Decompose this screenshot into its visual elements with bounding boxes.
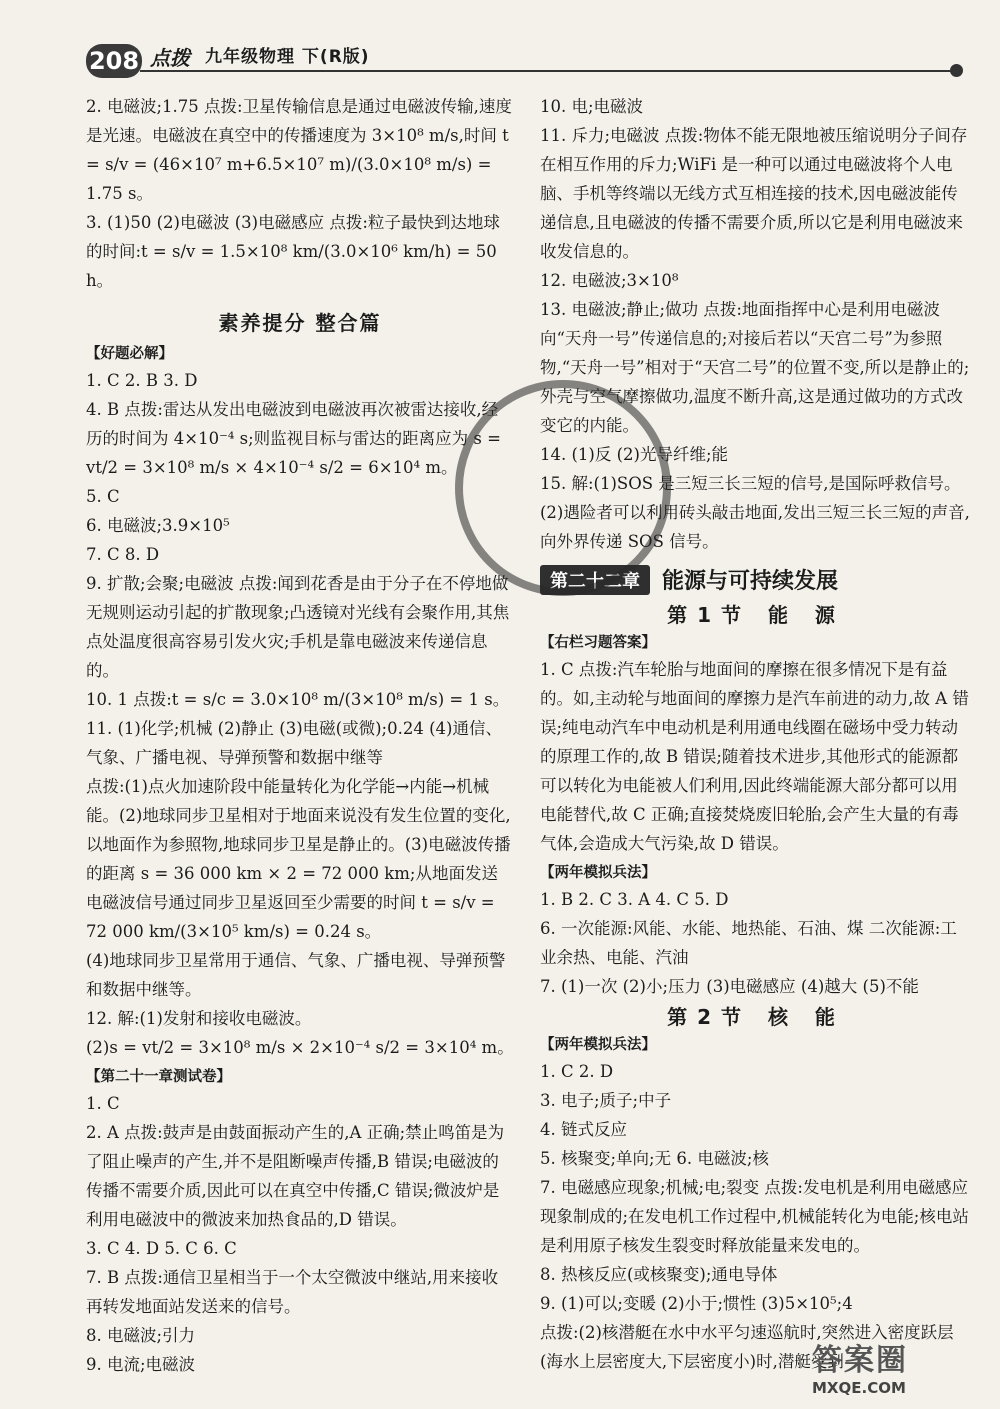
- answer-item: 12. 电磁波;3×10⁸: [540, 271, 679, 290]
- answer-item: 5. 核聚变;单向;无 6. 电磁波;核: [540, 1149, 769, 1168]
- page-number: 208: [86, 44, 142, 78]
- answer-item: (2)s = vt/2 = 3×10⁸ m/s × 2×10⁻⁴ s/2 = 3×10⁴ m。: [86, 1038, 514, 1057]
- answer-item: 11. (1)化学;机械 (2)静止 (3)电磁(或微);0.24 (4)通信、气象、广播电视、导弹预警和数据中继等: [86, 719, 502, 767]
- section-tag: 【右栏习题答案】: [540, 635, 656, 651]
- watermark-url: MXQE.COM: [812, 1379, 906, 1397]
- answer-item: 12. 解:(1)发射和接收电磁波。: [86, 1009, 312, 1028]
- chapter-name: 能源与可持续发展: [662, 569, 839, 594]
- chapter-label: 第二十二章: [540, 565, 650, 595]
- answer-item: 2. A 点拨:鼓声是由鼓面振动产生的,A 正确;禁止鸣笛是为了阻止噪声的产生,并不是阻断噪声传播,B 错误;电磁波的传播不需要介质,因此可以在真空中传播,C 错误;微波炉是利用电磁波中的微波来加热食品的,D 错误。: [86, 1123, 505, 1229]
- answer-item: 点拨:(1)点火加速阶段中能量转化为化学能→内能→机械能。(2)地球同步卫星相对于地面来说没有发生位置的变化,以地面作为参照物,地球同步卫星是静止的。(3)电磁波传播的距离 s = 36 000 km × 2 = 72 000 km;从地面发送电磁波信号通过同步卫星返回至少需要的时间 t = s/v = 72 000 km/(3×10⁵ km/s) = 0.24 s。: [86, 777, 511, 941]
- answer-item: 1. C 2. D: [540, 1062, 614, 1081]
- answer-item: 1. C 点拨:汽车轮胎与地面间的摩擦在很多情况下是有益的。如,主动轮与地面间的摩擦力是汽车前进的动力,故 A 错误;纯电动汽车中电动机是利用通电线圈在磁场中受力转动的原理工作的,故 B 错误;随着技术进步,其他形式的能源都可以转化为电能被人们利用,因此终端能源大部分都可以用电能替代,故 C 正确;直接焚烧废旧轮胎,会产生大量的有毒气体,会造成大气污染,故 D 错误。: [540, 660, 969, 853]
- answer-item: 2. 电磁波;1.75 点拨:卫星传输信息是通过电磁波传输,速度是光速。电磁波在真空中的传播速度为 3×10⁸ m/s,时间 t = s/v = (46×10⁷ m+6.5×10⁷ m)/(3.0×10⁸ m/s) = 1.75 s。: [86, 97, 512, 203]
- answer-item: 3. 电子;质子;中子: [540, 1091, 672, 1110]
- site-watermark: [812, 1335, 992, 1401]
- answer-item: 10. 1 点拨:t = s/c = 3.0×10⁸ m/(3×10⁸ m/s) = 1 s。: [86, 690, 510, 709]
- answer-item: 4. B 点拨:雷达从发出电磁波到电磁波再次被雷达接收,经历的时间为 4×10⁻⁴ s;则监视目标与雷达的距离应为 s = vt/2 = 3×10⁸ m/s × 4×10⁻⁴ s/2 = 6×10⁴ m。: [86, 400, 501, 477]
- answer-item: 点拨:(2)核潜艇在水中水平匀速巡航时,突然进入密度跃层(海水上层密度大,下层密度小)时,潜艇受到: [540, 1323, 954, 1371]
- section-title: 素养提分 整合篇: [218, 311, 382, 335]
- answer-item: 9. 扩散;会聚;电磁波 点拨:闻到花香是由于分子在不停地做无规则运动引起的扩散现象;凸透镜对光线有会聚作用,其焦点处温度很高容易引发火灾;手机是靠电磁波来传递信息的。: [86, 574, 510, 680]
- answer-item: 14. (1)反 (2)光导纤维;能: [540, 445, 729, 464]
- subsection-title: 第2节 核 能: [667, 1005, 845, 1029]
- right-column: [540, 92, 972, 1376]
- answer-item: 9. 电流;电磁波: [86, 1355, 196, 1374]
- header-rule: [140, 70, 952, 72]
- book-title: 九年级物理 下(R版): [205, 47, 370, 67]
- answer-item: 7. (1)一次 (2)小;压力 (3)电磁感应 (4)越大 (5)不能: [540, 977, 919, 996]
- answer-item: 4. 链式反应: [540, 1120, 627, 1139]
- answer-item: 8. 电磁波;引力: [86, 1326, 196, 1345]
- answer-item: 7. C 8. D: [86, 545, 160, 564]
- answer-item: 11. 斥力;电磁波 点拨:物体不能无限地被压缩说明分子间存在相互作用的斥力;WiFi 是一种可以通过电磁波将个人电脑、手机等终端以无线方式互相连接的技术,因电磁波能传递信息,且电磁波的传播不需要介质,所以它是利用电磁波来收发信息的。: [540, 126, 968, 261]
- answer-item: 3. (1)50 (2)电磁波 (3)电磁感应 点拨:粒子最快到达地球的时间:t = s/v = 1.5×10⁸ km/(3.0×10⁶ km/h) = 50 h。: [86, 213, 500, 290]
- watermark-stamp: [455, 380, 671, 596]
- section-tag: 【两年模拟兵法】: [540, 1037, 656, 1053]
- answer-item: 6. 电磁波;3.9×10⁵: [86, 516, 230, 535]
- section-tag: 【第二十一章测试卷】: [86, 1069, 231, 1085]
- answer-item: 7. 电磁感应现象;机械;电;裂变 点拨:发电机是利用电磁感应现象制成的;在发电机工作过程中,机械能转化为电能;核电站是利用原子核发生裂变时释放能量来发电的。: [540, 1178, 969, 1255]
- answer-item: 5. C: [86, 487, 120, 506]
- answer-item: 1. C: [86, 1094, 120, 1113]
- answer-item: 15. 解:(1)SOS 是三短三长三短的信号,是国际呼救信号。(2)遇险者可以利用砖头敲击地面,发出三短三长三短的声音,向外界传递 SOS 信号。: [540, 474, 970, 551]
- answer-item: 3. C 4. D 5. C 6. C: [86, 1239, 237, 1258]
- answer-item: 6. 一次能源:风能、水能、地热能、石油、煤 二次能源:工业余热、电能、汽油: [540, 919, 957, 967]
- answer-item: 8. 热核反应(或核聚变);通电导体: [540, 1265, 778, 1284]
- subsection-title: 第1节 能 源: [667, 603, 845, 627]
- section-tag: 【两年模拟兵法】: [540, 865, 656, 881]
- watermark-text: 答案圈: [812, 1343, 908, 1378]
- answer-item: 1. C 2. B 3. D: [86, 371, 198, 390]
- answer-item: 7. B 点拨:通信卫星相当于一个太空微波中继站,用来接收再转发地面站发送来的信号。: [86, 1268, 499, 1316]
- header-rule-dot: [950, 64, 963, 77]
- answer-item: 1. B 2. C 3. A 4. C 5. D: [540, 890, 729, 909]
- brand-logo: 点拨: [150, 46, 190, 70]
- answer-item: 9. (1)可以;变暖 (2)小于;惯性 (3)5×10⁵;4: [540, 1294, 853, 1313]
- answer-item: 10. 电;电磁波: [540, 97, 644, 116]
- answer-item: 13. 电磁波;静止;做功 点拨:地面指挥中心是利用电磁波向“天舟一号”传递信息的;对接后若以“天宫二号”为参照物,“天舟一号”相对于“天宫二号”的位置不变,所以是静止的;外壳与空气摩擦做功,温度不断升高,这是通过做功的方式改变它的内能。: [540, 300, 970, 435]
- answer-item: (4)地球同步卫星常用于通信、气象、广播电视、导弹预警和数据中继等。: [86, 951, 506, 999]
- section-tag: 【好题必解】: [86, 346, 173, 362]
- left-column: [86, 92, 514, 1379]
- page-header: [0, 0, 1000, 90]
